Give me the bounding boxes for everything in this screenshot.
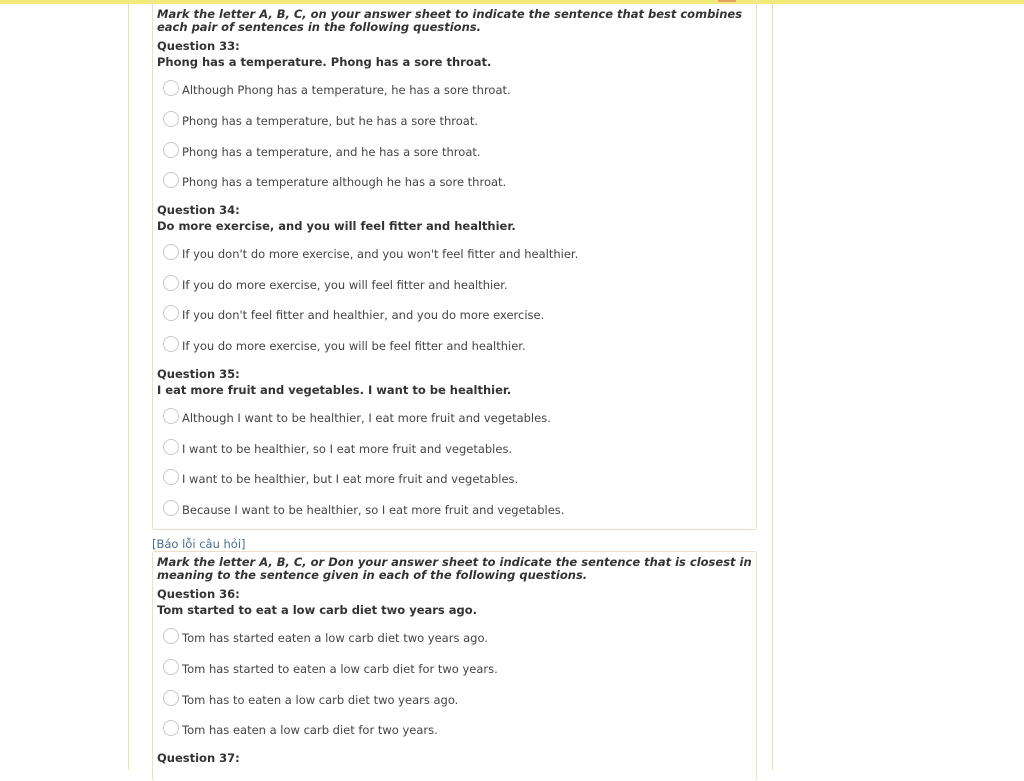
option-label: Because I want to be healthier, so I eat more fruit and vegetables. (182, 502, 565, 517)
quiz-page (128, 0, 773, 770)
radio-button[interactable] (163, 275, 179, 291)
radio-button[interactable] (163, 305, 179, 321)
option-label: Tom has to eaten a low carb diet two years ago. (182, 692, 459, 707)
radio-button[interactable] (163, 111, 179, 127)
answer-option-d[interactable] (157, 715, 752, 746)
option-label: If you don't do more exercise, and you won't feel fitter and healthier. (182, 247, 579, 262)
group-instruction: Mark the letter A, B, C, on your answer sheet to indicate the sentence that best combines each pair of sentences in the following questions. (157, 7, 743, 34)
radio-button[interactable] (163, 439, 179, 455)
radio-button[interactable] (163, 142, 179, 158)
radio-button[interactable] (163, 336, 179, 352)
option-label: Phong has a temperature, and he has a sore throat. (182, 144, 481, 159)
answer-option-a[interactable] (157, 623, 752, 654)
answer-option-d[interactable] (157, 495, 752, 526)
answer-option-c[interactable] (157, 464, 752, 495)
option-label: Although Phong has a temperature, he has a sore throat. (182, 83, 511, 98)
answer-option-a[interactable] (157, 75, 752, 106)
question-group-2 (152, 551, 757, 781)
option-label: Although I want to be healthier, I eat more fruit and vegetables. (182, 410, 551, 425)
option-label: If you don't feel fitter and healthier, and you do more exercise. (182, 308, 545, 323)
report-question-link[interactable]: [Báo lỗi câu hỏi] (152, 537, 246, 551)
question-number: Question 33: (157, 39, 240, 53)
radio-button[interactable] (163, 720, 179, 736)
question-34 (157, 202, 752, 362)
answer-option-b[interactable] (157, 269, 752, 300)
answer-option-c[interactable] (157, 300, 752, 331)
question-number: Question 37: (157, 750, 240, 765)
option-label: Tom has started to eaten a low carb diet for two years. (182, 662, 498, 677)
radio-button[interactable] (163, 659, 179, 675)
answer-option-b[interactable] (157, 106, 752, 137)
radio-button[interactable] (163, 469, 179, 485)
radio-button[interactable] (163, 628, 179, 644)
option-label: Tom has eaten a low carb diet for two years. (182, 723, 438, 738)
group-instruction: Mark the letter A, B, C, or Don your answer sheet to indicate the sentence that is closest in meaning to the sentence given in each of the following questions. (157, 555, 752, 582)
question-stem: Tom started to eat a low carb diet two years ago. (157, 603, 478, 617)
answer-option-d[interactable] (157, 167, 752, 198)
option-label: I want to be healthier, but I eat more fruit and vegetables. (182, 472, 519, 487)
answer-option-c[interactable] (157, 684, 752, 715)
question-35 (157, 366, 752, 526)
radio-button[interactable] (163, 500, 179, 516)
answer-option-b[interactable] (157, 654, 752, 685)
option-label: I want to be healthier, so I eat more fruit and vegetables. (182, 441, 513, 456)
answer-option-a[interactable] (157, 403, 752, 434)
option-label: If you do more exercise, you will be feel fitter and healthier. (182, 339, 526, 354)
radio-button[interactable] (163, 244, 179, 260)
option-label: If you do more exercise, you will feel fitter and healthier. (182, 277, 508, 292)
question-number: Question 35: (157, 366, 240, 381)
question-stem: Do more exercise, and you will feel fitter and healthier. (157, 218, 516, 233)
radio-button[interactable] (163, 172, 179, 188)
option-label: Phong has a temperature although he has a sore throat. (182, 175, 507, 190)
question-number: Question 34: (157, 202, 240, 217)
question-33 (157, 38, 752, 198)
radio-button[interactable] (163, 80, 179, 96)
question-stem: I eat more fruit and vegetables. I want to be healthier. (157, 382, 512, 397)
question-stem: Phong has a temperature. Phong has a sore throat. (157, 55, 492, 69)
option-label: Tom has started eaten a low carb diet two years ago. (182, 631, 488, 646)
question-number: Question 36: (157, 587, 240, 601)
question-group-1 (152, 0, 757, 530)
question-36 (157, 586, 752, 746)
answer-option-a[interactable] (157, 239, 752, 270)
option-label: Phong has a temperature, but he has a sore throat. (182, 114, 478, 129)
answer-option-c[interactable] (157, 136, 752, 167)
answer-option-d[interactable] (157, 331, 752, 362)
radio-button[interactable] (163, 690, 179, 706)
radio-button[interactable] (163, 408, 179, 424)
answer-option-b[interactable] (157, 433, 752, 464)
